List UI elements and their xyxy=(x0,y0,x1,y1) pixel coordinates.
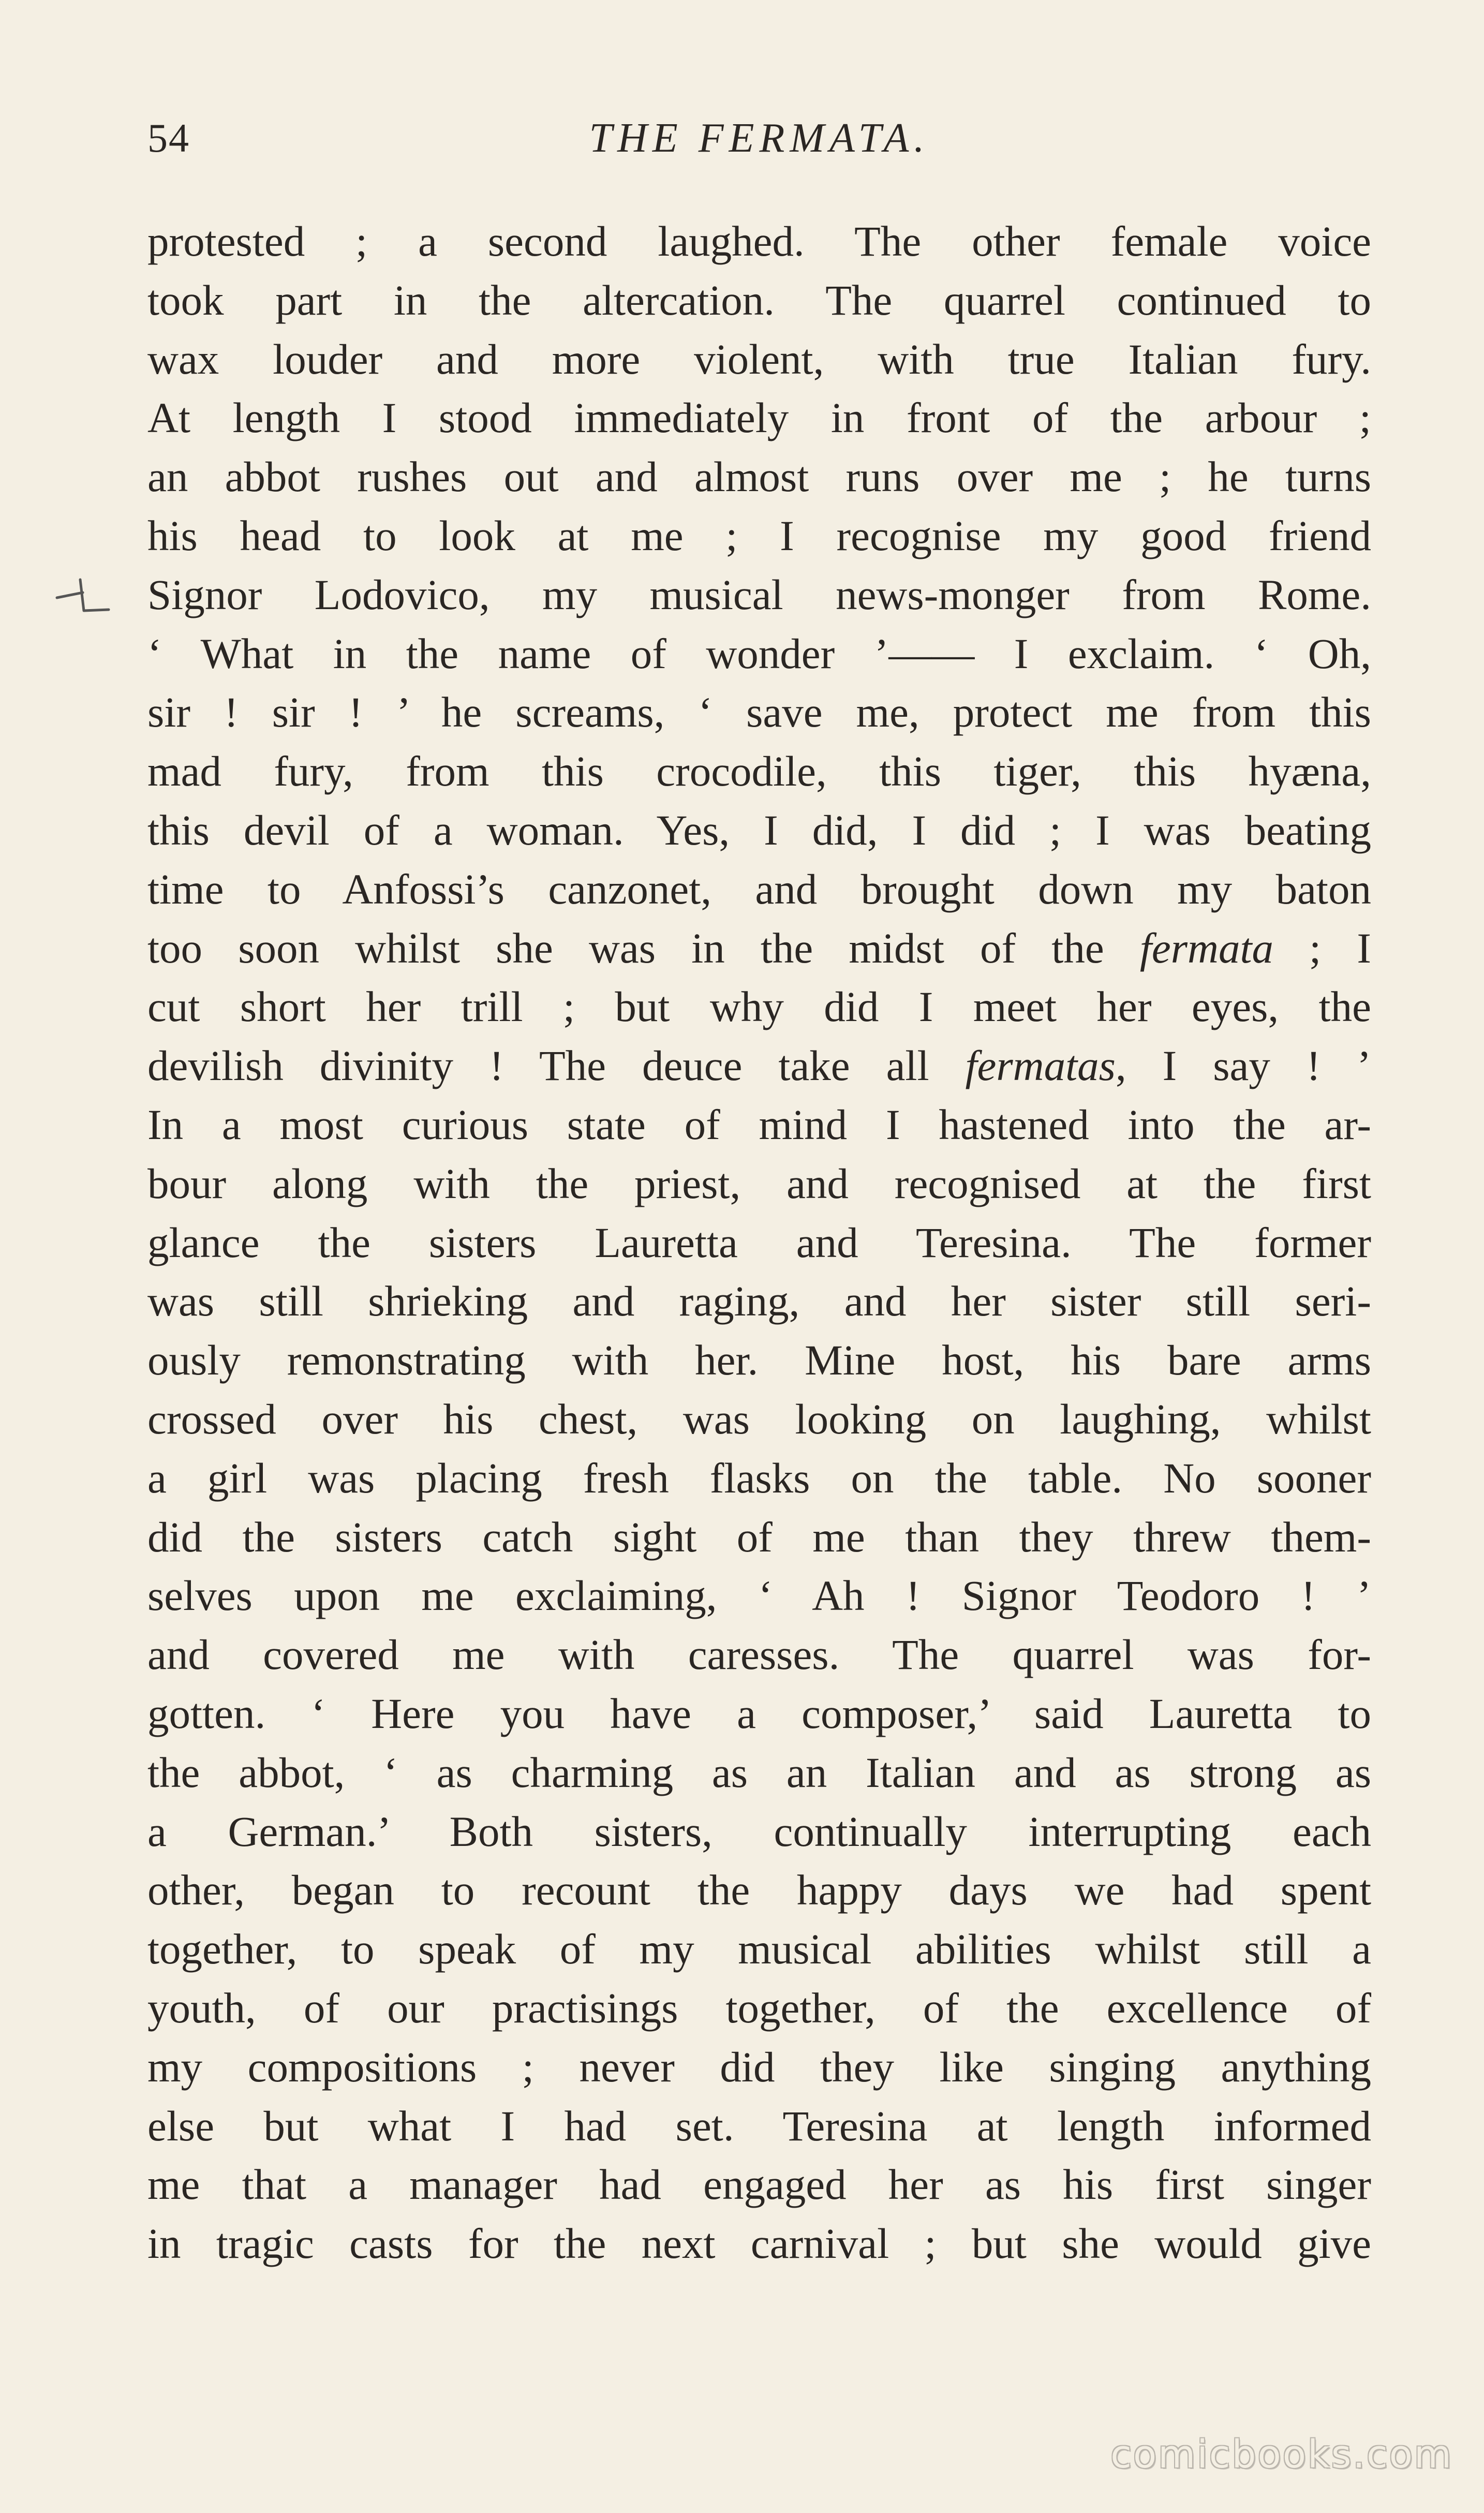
text-line: took part in the altercation. The quarrel continued to xyxy=(147,276,1371,324)
text-line: gotten. ‘ Here you have a composer,’ said Lauretta to xyxy=(147,1689,1371,1737)
page-number: 54 xyxy=(147,115,190,160)
text-line: wax louder and more violent, with true Italian fury. xyxy=(147,335,1371,383)
text-line: and covered me with caresses. The quarrel was for- xyxy=(147,1631,1371,1679)
text-line: At length I stood immediately in front of the arbour ; xyxy=(147,394,1371,442)
text-line: In a most curious state of mind I hastened into the ar- xyxy=(147,1100,1371,1148)
text-line: a German.’ Both sisters, continually interrupting each xyxy=(147,1807,1371,1855)
text-line: my compositions ; never did they like singing anything xyxy=(147,2043,1371,2091)
margin-cross-mark xyxy=(52,569,114,621)
text-line: his head to look at me ; I recognise my good friend xyxy=(147,511,1371,559)
text-line: sir ! sir ! ’ he screams, ‘ save me, protect me from this xyxy=(147,688,1371,736)
text-line: a girl was placing fresh flasks on the table. No sooner xyxy=(147,1454,1371,1502)
page-header xyxy=(147,115,1371,172)
text-line: ‘ What in the name of wonder ’—— I exclaim. ‘ Oh, xyxy=(147,629,1371,677)
text-line: youth, of our practisings together, of the excellence of xyxy=(147,1984,1371,2032)
text-line: cut short her trill ; but why did I meet her eyes, the xyxy=(147,983,1371,1031)
text-line: else but what I had set. Teresina at length informed xyxy=(147,2102,1371,2150)
text-line: this devil of a woman. Yes, I did, I did ; I was beating xyxy=(147,806,1371,854)
text-line: Signor Lodovico, my musical news-monger from Rome. xyxy=(147,570,1371,618)
text-line: devilish divinity ! The deuce take all fermatas, I say ! ’ xyxy=(147,1042,1371,1090)
text-line: the abbot, ‘ as charming as an Italian and as strong as xyxy=(147,1748,1371,1796)
text-line: other, began to recount the happy days we had spent xyxy=(147,1866,1371,1914)
text-line: ously remonstrating with her. Mine host, his bare arms xyxy=(147,1336,1371,1384)
text-line: me that a manager had engaged her as his first singer xyxy=(147,2161,1371,2209)
watermark: comicbooks.com xyxy=(1110,2432,1453,2477)
text-line: glance the sisters Lauretta and Teresina. The former xyxy=(147,1218,1371,1266)
text-line: time to Anfossi’s canzonet, and brought down my baton xyxy=(147,865,1371,913)
body-text xyxy=(147,212,1371,2273)
text-line: was still shrieking and raging, and her sister still seri- xyxy=(147,1277,1371,1325)
text-line: too soon whilst she was in the midst of the fermata ; I xyxy=(147,924,1371,972)
text-line: mad fury, from this crocodile, this tiger, this hyæna, xyxy=(147,747,1371,795)
text-line: together, to speak of my musical abilities whilst still a xyxy=(147,1925,1371,1973)
text-line: in tragic casts for the next carnival ; but she would give xyxy=(147,2220,1371,2268)
running-title: THE FERMATA. xyxy=(589,115,930,161)
text-line: protested ; a second laughed. The other female voice xyxy=(147,217,1371,265)
text-line: crossed over his chest, was looking on laughing, whilst xyxy=(147,1395,1371,1443)
text-line: an abbot rushes out and almost runs over me ; he turns xyxy=(147,453,1371,501)
text-line: selves upon me exclaiming, ‘ Ah ! Signor Teodoro ! ’ xyxy=(147,1572,1371,1620)
text-line: did the sisters catch sight of me than they threw them- xyxy=(147,1513,1371,1561)
text-line: bour along with the priest, and recognised at the first xyxy=(147,1159,1371,1207)
